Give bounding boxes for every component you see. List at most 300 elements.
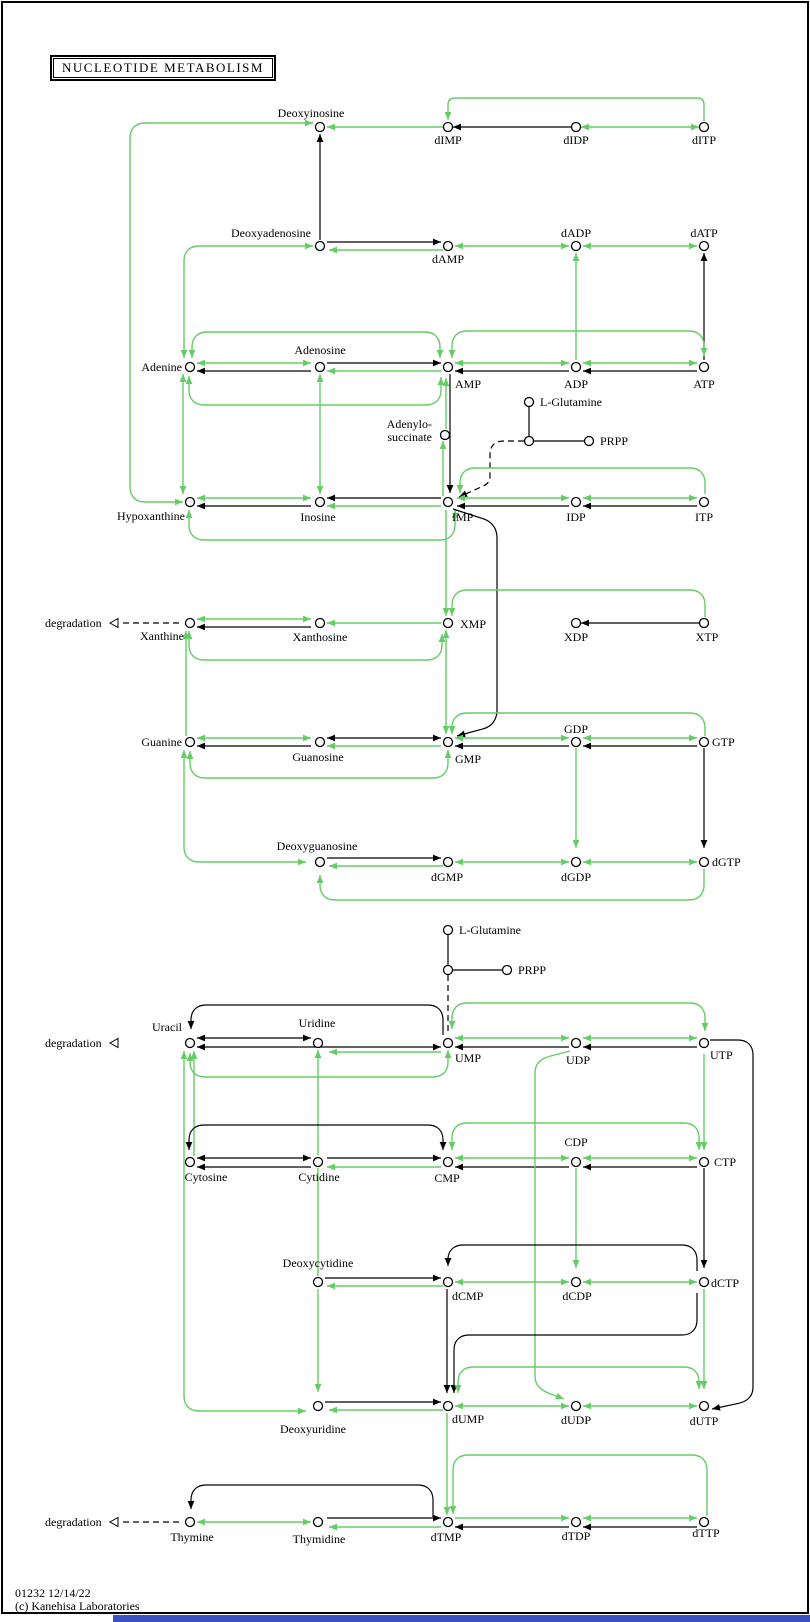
node-l-glutamine-2[interactable] xyxy=(444,926,453,935)
arrowhead-icon xyxy=(303,360,311,367)
arrowhead-icon xyxy=(315,1050,322,1058)
node-thymine[interactable] xyxy=(186,1518,195,1527)
node-dutp[interactable] xyxy=(700,1402,709,1411)
arrowhead-icon xyxy=(691,124,699,131)
arrowhead-icon xyxy=(689,495,697,502)
node-label-dgtp: dGTP xyxy=(712,855,741,869)
arrowhead-icon xyxy=(449,1021,456,1029)
arrowhead-icon xyxy=(433,1155,441,1162)
arrowhead-icon xyxy=(327,743,335,750)
arrowhead-icon xyxy=(449,726,456,734)
node-label-ctp: CTP xyxy=(714,1155,737,1169)
node-label-dcmp: dCMP xyxy=(452,1289,484,1303)
arrowhead-icon xyxy=(701,348,708,356)
node-dump[interactable] xyxy=(444,1402,453,1411)
node-label-damp: dAMP xyxy=(431,252,465,266)
arrowhead-icon xyxy=(303,735,311,742)
arrowhead-icon xyxy=(712,1404,721,1411)
node-label-utp: UTP xyxy=(710,1048,733,1062)
arrowhead-icon xyxy=(561,495,569,502)
node-label-dcdp: dCDP xyxy=(562,1289,592,1303)
node-label-xanthine: Xanthine xyxy=(140,629,184,643)
arrowhead-icon xyxy=(197,1155,205,1162)
footer-credits xyxy=(15,1587,140,1613)
arrowhead-icon xyxy=(449,608,456,616)
arrowhead-icon xyxy=(181,350,188,358)
arrowhead-icon xyxy=(701,253,708,261)
arrowhead-icon xyxy=(689,1279,697,1286)
degradation-3-label: degradation xyxy=(45,1515,102,1529)
arrowhead-icon xyxy=(445,1258,452,1266)
arrowhead-icon xyxy=(455,243,463,250)
node-label-gtp: GTP xyxy=(712,735,735,749)
degradation-open-arrow-icon xyxy=(110,619,118,628)
reaction-edge-black xyxy=(454,1293,697,1393)
arrowhead-icon xyxy=(327,124,335,131)
node-datp[interactable] xyxy=(700,242,709,251)
page-frame xyxy=(2,2,808,1613)
node-xanthosine[interactable] xyxy=(316,619,325,628)
node-adp[interactable] xyxy=(572,363,581,372)
arrowhead-icon xyxy=(175,499,183,506)
arrowhead-icon xyxy=(438,377,445,385)
arrowhead-icon xyxy=(437,350,444,358)
arrowhead-icon xyxy=(443,608,450,616)
node-label-cdp: CDP xyxy=(564,1135,588,1149)
node-label-guanine: Guanine xyxy=(141,735,182,749)
arrowhead-icon xyxy=(583,1035,591,1042)
arrowhead-icon xyxy=(197,503,205,510)
arrowhead-icon xyxy=(696,1381,703,1389)
node-label-guanosine: Guanosine xyxy=(292,750,344,764)
degradation-2-label: degradation xyxy=(45,1036,102,1050)
reaction-edge-green xyxy=(189,376,441,405)
node-ump[interactable] xyxy=(444,1039,453,1048)
arrowhead-icon xyxy=(329,1407,337,1414)
node-label-deoxyinosine: Deoxyinosine xyxy=(277,106,345,120)
node-label-dudp: dUDP xyxy=(560,1413,592,1427)
arrowhead-icon xyxy=(457,485,464,493)
arrowhead-icon xyxy=(583,495,591,502)
reaction-edge-black xyxy=(191,1485,433,1517)
arrowhead-icon xyxy=(327,495,335,502)
arrowhead-icon xyxy=(583,360,591,367)
node-label-dgmp: dGMP xyxy=(430,870,464,884)
node-damp[interactable] xyxy=(444,242,453,251)
node-label-xdp: XDP xyxy=(563,630,589,644)
arrowhead-icon xyxy=(329,1524,337,1531)
arrowhead-icon xyxy=(197,624,205,631)
arrowhead-icon xyxy=(433,1399,441,1406)
node-xmp[interactable] xyxy=(444,619,453,628)
node-dadp[interactable] xyxy=(572,242,581,251)
arrowhead-icon xyxy=(573,1260,580,1268)
node-label-adp: ADP xyxy=(563,377,589,391)
arrowhead-icon xyxy=(197,360,205,367)
arrowhead-icon xyxy=(445,112,452,120)
arrowhead-icon xyxy=(455,368,463,375)
node-label-deoxyadenosine: Deoxyadenosine xyxy=(231,226,311,240)
reaction-edge-green xyxy=(453,1455,707,1516)
arrowhead-icon xyxy=(455,1403,463,1410)
arrowhead-icon xyxy=(455,1164,463,1171)
node-label-udp: UDP xyxy=(565,1053,591,1067)
reaction-edge-green xyxy=(448,98,704,121)
node-label-prpp-1: PRPP xyxy=(600,434,629,448)
node-didp[interactable] xyxy=(572,123,581,132)
arrowhead-icon xyxy=(444,1385,451,1393)
arrowhead-icon xyxy=(327,735,335,742)
arrowhead-icon xyxy=(696,1142,703,1150)
node-gmp[interactable] xyxy=(444,738,453,747)
arrowhead-icon xyxy=(186,510,193,518)
node-label-hypoxanthine: Hypoxanthine xyxy=(117,509,185,523)
arrowhead-icon xyxy=(197,743,205,750)
reaction-edge-green xyxy=(452,590,705,617)
arrowhead-icon xyxy=(440,441,447,449)
node-dimp[interactable] xyxy=(444,123,453,132)
arrowhead-icon xyxy=(455,743,463,750)
node-deoxyguanosine[interactable] xyxy=(316,858,325,867)
arrowhead-icon xyxy=(583,1279,591,1286)
arrowhead-icon xyxy=(433,855,441,862)
arrowhead-icon xyxy=(701,1260,708,1268)
node-label-dump: dUMP xyxy=(452,1412,485,1426)
arrowhead-icon xyxy=(561,1279,569,1286)
arrowhead-icon xyxy=(450,1506,457,1514)
arrowhead-icon xyxy=(455,1155,463,1162)
node-label-cytidine: Cytidine xyxy=(298,1170,340,1184)
node-label-adenosine: Adenosine xyxy=(294,343,346,357)
arrowhead-icon xyxy=(433,1275,441,1282)
arrowhead-icon xyxy=(583,503,591,510)
arrowhead-icon xyxy=(181,750,188,758)
node-label-xtp: XTP xyxy=(695,630,719,644)
node-utp[interactable] xyxy=(700,1039,709,1048)
node-xanthine[interactable] xyxy=(186,619,195,628)
arrowhead-icon xyxy=(573,253,580,261)
node-label-datp: dATP xyxy=(690,226,718,240)
node-label-cytosine: Cytosine xyxy=(184,1170,228,1184)
node-dcmp[interactable] xyxy=(444,1278,453,1287)
node-prpp-1[interactable] xyxy=(585,437,594,446)
arrowhead-icon xyxy=(181,1051,188,1059)
arrowhead-icon xyxy=(329,247,337,254)
arrowhead-icon xyxy=(186,376,193,384)
node-label-gmp: GMP xyxy=(455,752,482,766)
node-label-dctp: dCTP xyxy=(711,1276,740,1290)
arrowhead-icon xyxy=(689,1403,697,1410)
arrowhead-icon xyxy=(583,859,591,866)
node-label-xanthosine: Xanthosine xyxy=(292,630,348,644)
node-deoxyinosine[interactable] xyxy=(316,123,325,132)
reaction-edge-green xyxy=(452,1003,705,1031)
arrowhead-icon xyxy=(197,1035,205,1042)
node-label-thymidine: Thymidine xyxy=(292,1532,346,1546)
arrowhead-icon xyxy=(583,1164,591,1171)
arrowhead-icon xyxy=(689,243,697,250)
node-label-dimp: dIMP xyxy=(434,133,462,147)
node-label-prpp-2: PRPP xyxy=(518,963,547,977)
footer-copyright: (c) Kanehisa Laboratories xyxy=(15,1599,140,1613)
node-deoxyadenosine[interactable] xyxy=(316,242,325,251)
node-deoxyuridine[interactable] xyxy=(314,1402,323,1411)
arrowhead-icon xyxy=(329,1049,337,1056)
bottom-bar xyxy=(113,1615,810,1622)
node-label-dgdp: dGDP xyxy=(560,870,592,884)
node-label-atp: ATP xyxy=(693,377,715,391)
node-dtmp[interactable] xyxy=(444,1518,453,1527)
node-adenine[interactable] xyxy=(186,363,195,372)
arrowhead-icon xyxy=(561,243,569,250)
node-label-amp: AMP xyxy=(455,377,482,391)
node-label-itp: ITP xyxy=(695,510,713,524)
arrowhead-icon xyxy=(305,120,313,127)
node-label-cmp: CMP xyxy=(434,1171,460,1185)
node-label-uracil: Uracil xyxy=(152,1020,182,1034)
node-label-didp: dIDP xyxy=(563,133,589,147)
arrowhead-icon xyxy=(455,360,463,367)
node-label-idp: IDP xyxy=(566,510,586,524)
node-label-dutp: dUTP xyxy=(689,1414,719,1428)
arrowhead-icon xyxy=(315,1384,322,1392)
node-dgtp[interactable] xyxy=(700,858,709,867)
node-label-deoxycytidine: Deoxycytidine xyxy=(282,1256,354,1270)
arrowhead-icon xyxy=(303,1519,311,1526)
reaction-edge-green xyxy=(535,1051,570,1399)
arrowhead-icon xyxy=(327,368,335,375)
arrowhead-icon xyxy=(186,1142,193,1150)
node-udp[interactable] xyxy=(572,1039,581,1048)
node-dudp[interactable] xyxy=(572,1402,581,1411)
node-dtdp[interactable] xyxy=(572,1518,581,1527)
arrowhead-icon xyxy=(187,751,194,759)
node-label-l-glutamine-1: L-Glutamine xyxy=(540,395,602,409)
arrowhead-icon xyxy=(303,1155,311,1162)
node-label-thymine: Thymine xyxy=(170,1530,214,1544)
node-xdp[interactable] xyxy=(572,619,581,628)
node-uracil[interactable] xyxy=(186,1039,195,1048)
arrowhead-icon xyxy=(455,1035,463,1042)
arrowhead-icon xyxy=(197,735,205,742)
arrowhead-icon xyxy=(433,360,441,367)
node-label-gdp: GDP xyxy=(563,722,589,736)
node-prpp-2[interactable] xyxy=(503,966,512,975)
node-label-deoxyguanosine: Deoxyguanosine xyxy=(276,839,358,853)
reaction-edge-green xyxy=(184,1051,306,1411)
arrowhead-icon xyxy=(457,503,465,510)
arrowhead-icon xyxy=(689,1155,697,1162)
arrowhead-icon xyxy=(443,726,450,734)
arrowhead-icon xyxy=(689,360,697,367)
arrowhead-icon xyxy=(197,1519,205,1526)
arrowhead-icon xyxy=(317,875,324,883)
arrowhead-icon xyxy=(327,1283,335,1290)
node-label-dtmp: dTMP xyxy=(430,1530,462,1544)
reaction-edge-black xyxy=(710,1040,753,1409)
arrowhead-icon xyxy=(433,735,441,742)
node-idp[interactable] xyxy=(572,498,581,507)
arrowhead-icon xyxy=(449,350,456,358)
node-amp[interactable] xyxy=(444,363,453,372)
node-hypoxanthine[interactable] xyxy=(186,498,195,507)
reaction-edge-green xyxy=(452,331,704,358)
arrowhead-icon xyxy=(305,243,313,250)
node-guanosine[interactable] xyxy=(316,738,325,747)
node-atp[interactable] xyxy=(700,363,709,372)
arrowhead-icon xyxy=(197,495,205,502)
arrowhead-icon xyxy=(188,1021,195,1029)
reaction-edge-green xyxy=(458,1367,699,1393)
node-dgdp[interactable] xyxy=(572,858,581,867)
arrowhead-icon xyxy=(188,1501,195,1509)
arrowhead-icon xyxy=(561,360,569,367)
degradation-open-arrow-icon xyxy=(110,1039,118,1048)
arrowhead-icon xyxy=(581,124,589,131)
arrowhead-icon xyxy=(180,486,187,494)
node-label-ditp: dITP xyxy=(692,133,716,147)
node-junction-1[interactable] xyxy=(525,437,534,446)
node-label-ump: UMP xyxy=(455,1051,482,1065)
arrowhead-icon xyxy=(583,1044,591,1051)
arrowhead-icon xyxy=(689,1035,697,1042)
arrowhead-icon xyxy=(573,840,580,848)
arrowhead-icon xyxy=(455,1279,463,1286)
arrowhead-icon xyxy=(561,1403,569,1410)
arrowhead-icon xyxy=(689,735,697,742)
arrowhead-icon xyxy=(561,859,569,866)
arrowhead-icon xyxy=(317,486,324,494)
node-dgmp[interactable] xyxy=(444,858,453,867)
arrowhead-icon xyxy=(317,134,324,142)
pathway-title-box xyxy=(50,55,276,81)
node-ctp[interactable] xyxy=(700,1158,709,1167)
arrowhead-icon xyxy=(298,1408,306,1415)
arrowhead-icon xyxy=(583,1515,591,1522)
arrowhead-icon xyxy=(447,485,454,493)
node-gtp[interactable] xyxy=(700,738,709,747)
arrowhead-icon xyxy=(583,1403,591,1410)
node-label-uridine: Uridine xyxy=(298,1016,336,1030)
node-itp[interactable] xyxy=(700,498,709,507)
node-uridine[interactable] xyxy=(314,1039,323,1048)
reaction-edge-green xyxy=(130,123,313,502)
arrowhead-icon xyxy=(189,350,196,358)
reaction-edge-black xyxy=(189,1125,443,1150)
arrowhead-icon xyxy=(327,620,335,627)
degradation-1-label: degradation xyxy=(45,616,102,630)
arrowhead-icon xyxy=(455,1044,463,1051)
arrowhead-icon xyxy=(433,1044,441,1051)
node-thymidine[interactable] xyxy=(314,1518,323,1527)
node-cmp[interactable] xyxy=(444,1158,453,1167)
arrowhead-icon xyxy=(583,743,591,750)
footer-entry-id: 01232 12/14/22 xyxy=(15,1586,91,1600)
node-deoxycytidine[interactable] xyxy=(314,1278,323,1287)
reaction-edge-green xyxy=(460,468,705,494)
arrowhead-icon xyxy=(197,616,205,623)
arrowhead-icon xyxy=(191,1051,198,1059)
arrowhead-icon xyxy=(197,368,205,375)
node-label-dtdp: dTDP xyxy=(561,1529,591,1543)
node-label-adenylosuccinate: Adenylo-succinate xyxy=(386,417,432,444)
node-inosine[interactable] xyxy=(316,498,325,507)
node-cytosine[interactable] xyxy=(186,1158,195,1167)
arrowhead-icon xyxy=(298,859,306,866)
arrowhead-icon xyxy=(433,239,441,246)
arrowhead-icon xyxy=(449,1142,456,1150)
arrowhead-icon xyxy=(445,750,452,758)
arrowhead-icon xyxy=(303,495,311,502)
node-label-adenine: Adenine xyxy=(141,360,182,374)
node-adenosine[interactable] xyxy=(316,363,325,372)
arrowhead-icon xyxy=(702,1023,709,1031)
arrowhead-icon xyxy=(583,1155,591,1162)
node-cytidine[interactable] xyxy=(314,1158,323,1167)
node-gdp[interactable] xyxy=(572,738,581,747)
arrowhead-icon xyxy=(303,616,311,623)
arrowhead-icon xyxy=(453,124,461,131)
node-cdp[interactable] xyxy=(572,1158,581,1167)
reaction-edge-green xyxy=(320,869,704,900)
arrowhead-icon xyxy=(327,503,335,510)
arrowhead-icon xyxy=(555,1393,564,1399)
arrowhead-icon xyxy=(583,368,591,375)
node-guanine[interactable] xyxy=(186,738,195,747)
node-junction-2[interactable] xyxy=(444,966,453,975)
node-xtp[interactable] xyxy=(700,619,709,628)
arrowhead-icon xyxy=(443,630,450,638)
arrowhead-icon xyxy=(561,1035,569,1042)
node-label-deoxyuridine: Deoxyuridine xyxy=(280,1422,346,1436)
arrowhead-icon xyxy=(689,859,697,866)
arrowhead-icon xyxy=(180,374,187,382)
node-label-dttp: dTTP xyxy=(692,1526,720,1540)
arrowhead-icon xyxy=(445,1050,452,1058)
node-label-xmp: XMP xyxy=(460,617,487,631)
arrowhead-icon xyxy=(440,1142,447,1150)
arrowhead-icon xyxy=(329,863,337,870)
reaction-edge-black xyxy=(448,1245,697,1271)
node-dctp[interactable] xyxy=(700,1278,709,1287)
node-label-inosine: Inosine xyxy=(300,510,336,524)
arrowhead-icon xyxy=(197,1044,205,1051)
arrowhead-icon xyxy=(317,374,324,382)
arrowhead-icon xyxy=(443,378,450,386)
arrowhead-icon xyxy=(561,1155,569,1162)
node-l-glutamine-1[interactable] xyxy=(525,398,534,407)
node-ditp[interactable] xyxy=(700,123,709,132)
degradation-open-arrow-icon xyxy=(110,1518,118,1527)
node-adenylosuccinate[interactable] xyxy=(441,431,450,440)
arrowhead-icon xyxy=(701,840,708,848)
node-dcdp[interactable] xyxy=(572,1278,581,1287)
arrowhead-icon xyxy=(561,1515,569,1522)
arrowhead-icon xyxy=(433,1515,441,1522)
arrowhead-icon xyxy=(689,1515,697,1522)
arrowhead-icon xyxy=(444,1507,451,1515)
reaction-edge-green xyxy=(184,246,313,358)
arrowhead-icon xyxy=(455,859,463,866)
pathway-title: NUCLEOTIDE METABOLISM xyxy=(53,58,273,78)
node-label-imp: IMP xyxy=(452,510,474,524)
arrowhead-icon xyxy=(303,1035,311,1042)
node-label-dadp: dADP xyxy=(560,226,592,240)
arrowhead-icon xyxy=(581,620,589,627)
node-imp[interactable] xyxy=(444,498,453,507)
node-label-l-glutamine-2: L-Glutamine xyxy=(459,923,521,937)
arrowhead-icon xyxy=(583,243,591,250)
